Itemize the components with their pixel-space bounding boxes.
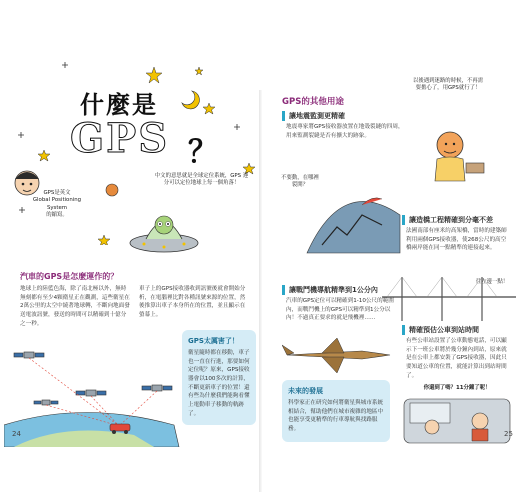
sub-heading-fighter-jet: 讓戰鬥機導航精準到1公分內	[282, 285, 378, 295]
sub-body-bridge: 法國南部有座米約高架橋，當時的建築師利用兩個GPS接收器，使268公尺的高空橋兩岸能在同一點精準的連接起來。	[406, 228, 507, 252]
gps-definition-callout: GPS是英文 Global Positioning System 的縮寫。	[32, 190, 82, 218]
bus-driver-illustration	[402, 397, 512, 445]
info-box-gps-amazing	[182, 330, 256, 425]
sub-heading-earthquake: 讓地震監測更精確	[282, 111, 345, 121]
cracked-earth-illustration	[302, 185, 402, 255]
info-box-heading: GPS太厲害了！	[188, 337, 239, 345]
fighter-jet-icon	[282, 333, 392, 378]
speech-bubble-sun: 以後遇到迷路的時候，不再需要擔心了，用GPS就行了！	[412, 78, 484, 92]
future-box-heading: 未來的發展	[288, 387, 323, 395]
body-column-2: 車子上的GPS接收器收到訊號後就會開始分析，在電腦裡比對各種訊號來源的位置，然後推算出車子本身所在的位置，並且顯示在螢幕上。	[139, 286, 246, 318]
sub-body-bus: 有些公車站設置了公車動態電話，可以顯示下一班公車將於幾分鐘內到站，原來就是在公車上都安裝了GPS接收器，因此只要知道公車的位置，就能計算出到站時間了。	[406, 338, 507, 379]
info-box-body: 衛星隨時都在移動，車子也一直在行進，那要如何定位呢？原來，GPS接收器會以100多次的計算，不斷更新車子的位置！還有些為什麼我們能夠看懂上電動車子移動的軌跡了。	[188, 350, 250, 417]
kid-character-icon	[9, 165, 49, 205]
body-column-1: 地球上的陸藍色海，除了南北極以外，無時無刻都有至少4顆衛星正在觀測，這些衛星在2萬公里的太空中繞著地球轉，不斷向地面發送電波訊號，發送的時間可以精確到十億分之一秒。	[20, 286, 130, 327]
left-page	[4, 45, 260, 447]
ufo-alien-icon	[124, 205, 204, 260]
sub-heading-bridge: 讓造橋工程精確到分毫不差	[402, 215, 493, 225]
info-box-future	[282, 380, 390, 442]
speech-bubble-crack: 不要動，在哪裡裂開？	[281, 175, 319, 189]
title-line1: 什麼是	[80, 90, 158, 119]
section-heading-other-uses: GPS的其他用途	[282, 97, 344, 107]
speech-bubble-bus: 你還到了嗎？11分鐘了呢！	[423, 385, 491, 391]
right-page	[262, 45, 516, 447]
bridge-illustration	[382, 267, 516, 322]
alien-speech-text: 中文的意思就是全球定位系統，GPS 連分可以定位地球上每一個角落！	[154, 173, 249, 187]
book-spread	[0, 45, 520, 447]
man-with-phone-icon	[422, 125, 492, 195]
sub-heading-bus: 精確預估公車到站時間	[402, 325, 479, 335]
page-number-left: 24	[12, 430, 21, 438]
sub-body-fighter-jet: 汽車的GPS定位可以精確到1-10公尺的範圍內，而戰鬥機上的GPS可以精準到1公分以內！不過真正要求的就是飛機裡……	[286, 298, 394, 322]
sub-body-earthquake: 地震專家將GPS接收器放置在地殼裂縫的四周，用來監測裂縫是否有擴大的跡象。	[286, 124, 404, 139]
speech-bubble-bridge: 往左邊一點！	[475, 279, 509, 285]
title-question-mark: ？	[188, 135, 218, 170]
title-line2: GPS	[70, 115, 170, 162]
future-box-body: 科學家正在研究如何將衛星與城市系統相結合，幫助他們在城市複雜的地區中也能享受更精準的行車導航與找路服務。	[288, 400, 384, 432]
page-number-right: 25	[504, 430, 513, 438]
section-heading-how-it-works: 汽車的GPS是怎麼運作的？	[20, 272, 119, 281]
